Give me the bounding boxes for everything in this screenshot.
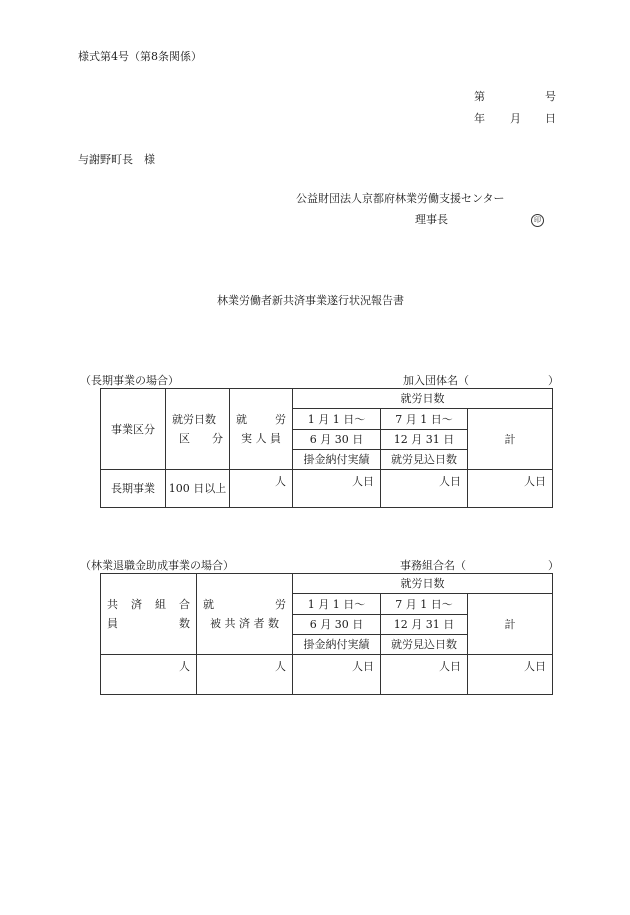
cell-period1: 人日 [293,655,381,695]
doc-no-prefix: 第 [474,90,485,103]
sender-organization: 公益財団法人京都府林業労働支援センター [296,192,505,205]
period1-line1: 1 月 1 日～ [293,409,381,430]
col-category-header: 事業区分 [101,389,166,470]
document-title: 林業労働者新共済事業遂行状況報告書 [217,294,404,307]
form-number: 様式第4号（第8条関係） [78,50,202,63]
days-category-line2: 区 分 [179,432,223,445]
col-members-header: 共 済 組 合 員 数 [101,574,197,655]
total-header: 計 [468,409,553,470]
section2-group-close: ） [548,559,559,572]
cell-period2: 人日 [381,655,468,695]
section2-group-label: 事務組合名（ [400,559,466,572]
days-category-line1: 就労日数 [172,413,216,426]
cell-workers: 人 [230,470,293,508]
period1-line3: 掛金納付実績 [293,450,381,470]
date-year: 年 [474,112,485,125]
col-insured-workers-header: 就 労 被 共 済 者 数 [197,574,293,655]
section1-group-close: ） [548,374,559,387]
date-month: 月 [510,112,521,125]
retirement-table [100,573,553,695]
addressee: 与謝野町長 様 [78,153,155,166]
period2-line1: 7 月 1 日～ [381,594,468,615]
sender-title: 理事長 [415,213,448,226]
table-row [101,655,553,695]
long-term-table [100,388,553,508]
table-row [101,470,553,508]
period1-line1: 1 月 1 日～ [293,594,381,615]
period2-line3: 就労見込日数 [381,635,468,655]
col-days-category-header [166,389,230,470]
cell-total: 人日 [468,655,553,695]
doc-no-suffix: 号 [545,90,556,103]
period1-line2: 6 月 30 日 [293,615,381,635]
period2-line3: 就労見込日数 [381,450,468,470]
cell-period2: 人日 [381,470,468,508]
period2-line2: 12 月 31 日 [381,615,468,635]
cell-insured-workers: 人 [197,655,293,695]
section1-label: （長期事業の場合） [80,374,179,387]
seal-icon: 印 [531,212,544,227]
period2-line2: 12 月 31 日 [381,430,468,450]
col-workers-header: 就 労 実 人 員 [230,389,293,470]
date-day: 日 [545,112,556,125]
section1-group-label: 加入団体名（ [403,374,469,387]
work-days-header: 就労日数 [293,574,553,594]
period1-line3: 掛金納付実績 [293,635,381,655]
period1-line2: 6 月 30 日 [293,430,381,450]
period2-line1: 7 月 1 日～ [381,409,468,430]
cell-members: 人 [101,655,197,695]
work-days-header: 就労日数 [293,389,553,409]
section2-label: （林業退職金助成事業の場合） [80,559,234,572]
total-header: 計 [468,594,553,655]
cell-period1: 人日 [293,470,381,508]
row-label: 長期事業 [101,470,166,508]
cell-total: 人日 [468,470,553,508]
row-days: 100 日以上 [166,470,230,508]
